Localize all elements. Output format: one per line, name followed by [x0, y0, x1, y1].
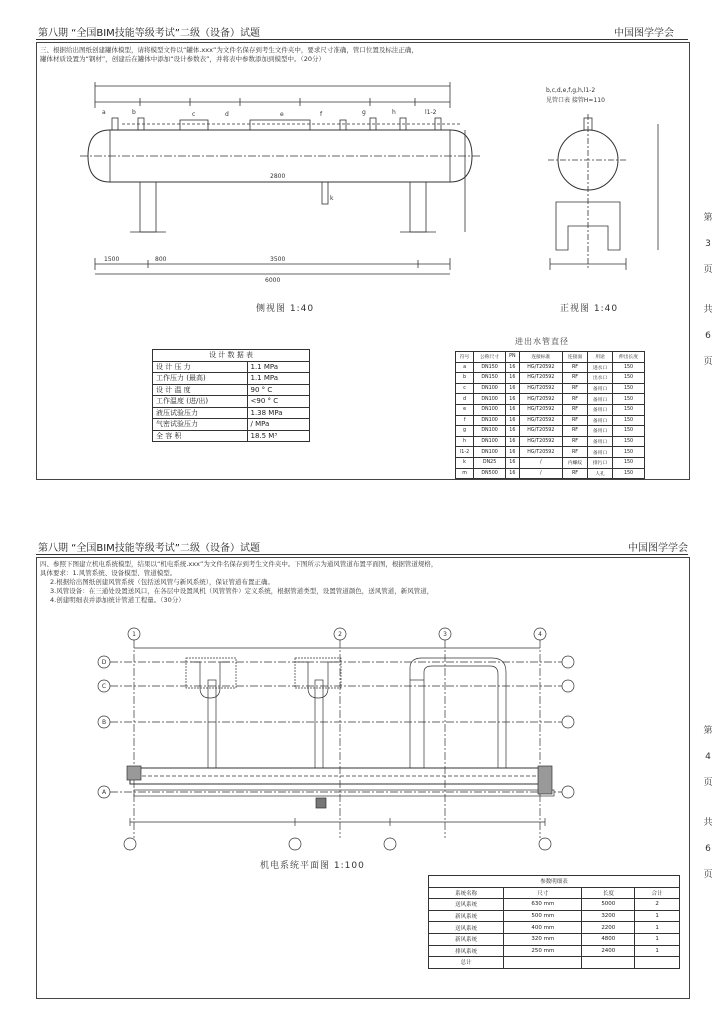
table-header-cell: 伸出长度	[613, 352, 645, 363]
grid-label: 1	[132, 631, 136, 638]
page1-header-rule	[36, 39, 688, 40]
nozzle-label: f	[320, 111, 323, 118]
table-cell: 150	[613, 447, 645, 458]
table-cell: HG/T20592	[519, 404, 562, 415]
page1-header-org: 中国图学学会	[614, 28, 674, 39]
design-data-table	[152, 349, 310, 442]
table-cell: 备用口	[588, 436, 613, 447]
table-cell: 18.5 M³	[247, 430, 310, 442]
table-row	[429, 922, 680, 934]
table-cell: HG/T20592	[519, 373, 562, 384]
page2-side-char: 4	[705, 752, 711, 762]
table-cell: 工作温度 (进/出)	[153, 396, 248, 408]
table-cell: RF	[563, 426, 588, 437]
table-header-cell: 尺寸	[504, 887, 582, 899]
table-cell: DN100	[474, 394, 506, 405]
table-cell: <90 ° C	[247, 396, 310, 408]
table-row	[153, 407, 310, 419]
table-cell: 液压试验压力	[153, 407, 248, 419]
table-row	[429, 899, 680, 911]
table-cell: RF	[563, 468, 588, 479]
table-cell: 备用口	[588, 415, 613, 426]
table-row	[456, 404, 645, 415]
table-cell: DN25	[474, 457, 506, 468]
design-table-title: 设 计 数 据 表	[153, 350, 310, 362]
table-cell: DN100	[474, 426, 506, 437]
table-cell: 16	[506, 457, 520, 468]
table-cell: 新风系统	[429, 910, 504, 922]
dimension-label: 3500	[270, 256, 286, 263]
table-cell: 设 计 压 力	[153, 361, 248, 373]
table-cell: 150	[613, 415, 645, 426]
table-cell: l1-2	[456, 447, 474, 458]
grid-label: 2	[338, 631, 342, 638]
table-cell: RF	[563, 362, 588, 373]
table-cell	[635, 957, 680, 969]
page1-side-char: 页	[703, 357, 713, 367]
page1-side-char: 第	[703, 213, 713, 223]
table-cell: 16	[506, 447, 520, 458]
table-cell: 1.1 MPa	[247, 373, 310, 385]
table-row	[456, 447, 645, 458]
table-cell: 150	[613, 426, 645, 437]
table-row	[153, 419, 310, 431]
grid-label: C	[101, 683, 107, 690]
table-cell: 3200	[582, 910, 635, 922]
nozzle-table	[455, 351, 645, 479]
table-cell: RF	[563, 394, 588, 405]
page2-question	[40, 560, 682, 605]
table-cell: 排污口	[588, 457, 613, 468]
page1-side-label	[703, 205, 713, 375]
table-cell: 1.1 MPa	[247, 361, 310, 373]
table-cell: 备用口	[588, 426, 613, 437]
page1-side-char: 6	[705, 331, 711, 341]
table-row	[456, 426, 645, 437]
table-cell: DN100	[474, 447, 506, 458]
table-cell: 备用口	[588, 404, 613, 415]
table-header-row	[456, 352, 645, 363]
table-cell: 16	[506, 383, 520, 394]
table-cell: 备用口	[588, 394, 613, 405]
table-cell	[504, 957, 582, 969]
table-cell: k	[456, 457, 474, 468]
table-cell: 4800	[582, 933, 635, 945]
table-cell: 16	[506, 404, 520, 415]
table-cell: 工作压力 (最高)	[153, 373, 248, 385]
dimension-label: 2800	[270, 173, 286, 180]
table-cell: RF	[563, 447, 588, 458]
page2-side-label	[703, 718, 713, 888]
table-row	[456, 468, 645, 479]
table-cell: h	[456, 436, 474, 447]
table-cell: 气密试验压力	[153, 419, 248, 431]
page1-side-char: 3	[705, 239, 711, 249]
table-row	[153, 430, 310, 442]
table-cell: DN100	[474, 404, 506, 415]
page2-question-line-5: 4.创建明细表并添加统计管道工程量。（30分）	[50, 596, 185, 604]
table-row	[456, 415, 645, 426]
table-cell: 出水口	[588, 373, 613, 384]
table-cell: 排风系统	[429, 945, 504, 957]
table-cell: m	[456, 468, 474, 479]
table-header-cell: 合计	[635, 887, 680, 899]
table-cell: 1.38 MPa	[247, 407, 310, 419]
grid-label: B	[101, 719, 107, 726]
table-cell: 进水口	[588, 362, 613, 373]
table-cell: RF	[563, 383, 588, 394]
table-row	[456, 457, 645, 468]
table-cell: 630 mm	[504, 899, 582, 911]
table-cell: 150	[613, 373, 645, 384]
page2-question-line-3: 2.根据给出图纸创建风管系统（包括送风管与新风系统），保证管道布置正确。	[50, 578, 274, 586]
table-cell: b	[456, 373, 474, 384]
page1-header-title: 第八期 “全国BIM技能等级考试”二级（设备）试题	[38, 28, 260, 39]
table-cell: 150	[613, 404, 645, 415]
table-row	[153, 396, 310, 408]
table-header-cell: 连接标准	[519, 352, 562, 363]
dimension-label: 800	[155, 256, 167, 263]
table-cell: HG/T20592	[519, 436, 562, 447]
page1-question-line-1: 三、根据给出图纸创建罐体模型，请将模型文件以“罐体.xxx”为文件名保存到考生文件夹中，要求尺寸准确，管口位置及标注正确，	[40, 46, 418, 54]
mep-plan-drawing	[90, 618, 595, 854]
table-row	[456, 394, 645, 405]
grid-label: D	[101, 659, 107, 666]
table-header-row	[429, 887, 680, 899]
table-cell: a	[456, 362, 474, 373]
table-cell: 400 mm	[504, 922, 582, 934]
table-cell: 新风系统	[429, 933, 504, 945]
tank-front-view-drawing	[40, 78, 500, 283]
table-cell: HG/T20592	[519, 415, 562, 426]
table-cell: 150	[613, 394, 645, 405]
table-header-cell: 长度	[582, 887, 635, 899]
table-cell: e	[456, 404, 474, 415]
page2-question-line-1: 四、参照下图建立机电系统模型，结果以“机电系统.xxx”为文件名保存到考生文件夹中。下图所示为通风管道布置平面图，根据管道规格，	[40, 560, 438, 568]
nozzle-label: c	[192, 111, 196, 118]
table-cell: DN100	[474, 415, 506, 426]
front-view-title: 侧视图 1:40	[256, 304, 315, 314]
table-cell: 2	[635, 899, 680, 911]
table-cell: 全 容 积	[153, 430, 248, 442]
table-cell: 16	[506, 362, 520, 373]
table-header-cell: 符号	[456, 352, 474, 363]
table-cell: 2200	[582, 922, 635, 934]
page2-header-rule	[36, 554, 688, 555]
table-cell: 150	[613, 468, 645, 479]
page2-question-line-4: 3.风管设备：在三通处设置送风口，在各层中设置风机（风管管件）定义系统，根据管道类型，设置管道颜色，送风管道，新风管道，	[50, 587, 434, 595]
table-row	[153, 373, 310, 385]
page2-side-char: 共	[703, 818, 713, 828]
table-cell: RF	[563, 436, 588, 447]
table-cell: /	[519, 468, 562, 479]
table-header-cell: 连接面	[563, 352, 588, 363]
table-cell: 人孔	[588, 468, 613, 479]
page2-side-char: 6	[705, 844, 711, 854]
nozzle-table-title: 进出水管直径	[515, 337, 569, 346]
table-cell: c	[456, 383, 474, 394]
nozzle-label: e	[280, 111, 284, 118]
table-cell: 16	[506, 415, 520, 426]
grid-label: 3	[443, 631, 447, 638]
page1-question	[40, 46, 680, 64]
grid-label: 4	[538, 631, 542, 638]
table-cell	[582, 957, 635, 969]
table-cell: 1	[635, 910, 680, 922]
table-row	[456, 383, 645, 394]
table-cell: 1	[635, 922, 680, 934]
table-cell: DN100	[474, 383, 506, 394]
table-cell: 320 mm	[504, 933, 582, 945]
table-cell: 150	[613, 383, 645, 394]
nozzle-label: a	[102, 109, 106, 116]
table-cell: 1	[635, 945, 680, 957]
table-cell: 送风系统	[429, 899, 504, 911]
page2-side-char: 页	[703, 778, 713, 788]
side-view-note: b,c,d,e,f,g,h,l1-2	[546, 87, 596, 94]
table-cell: 500 mm	[504, 910, 582, 922]
table-row	[456, 436, 645, 447]
nozzle-label: k	[330, 195, 334, 202]
table-cell: RF	[563, 373, 588, 384]
table-cell: 16	[506, 394, 520, 405]
nozzle-label: b	[132, 109, 136, 116]
page2-header-org: 中国图学学会	[628, 543, 688, 554]
table-row	[153, 361, 310, 373]
table-cell: 150	[613, 436, 645, 447]
page1-side-char: 页	[703, 265, 713, 275]
nozzle-label: l1-2	[425, 109, 437, 116]
nozzle-label: d	[225, 111, 229, 118]
table-cell: 送风系统	[429, 922, 504, 934]
dimension-label: 1500	[104, 256, 120, 263]
table-header-cell: PN	[506, 352, 520, 363]
table-cell: HG/T20592	[519, 383, 562, 394]
table-cell: 16	[506, 436, 520, 447]
table-cell: 总计	[429, 957, 504, 969]
page2-header-title: 第八期 “全国BIM技能等级考试”二级（设备）试题	[38, 543, 260, 554]
side-view-title: 正视图 1:40	[560, 304, 619, 314]
tank-side-view-drawing	[528, 78, 678, 283]
table-cell: DN500	[474, 468, 506, 479]
table-cell: RF	[563, 404, 588, 415]
table-header-cell: 公称尺寸	[474, 352, 506, 363]
table-cell: / MPa	[247, 419, 310, 431]
grid-label: A	[101, 789, 107, 796]
nozzle-label: g	[362, 109, 366, 116]
table-cell: 5000	[582, 899, 635, 911]
table-cell: HG/T20592	[519, 447, 562, 458]
table-cell: HG/T20592	[519, 394, 562, 405]
table-cell: 内螺纹	[563, 457, 588, 468]
dimension-label: 6000	[265, 277, 281, 283]
table-cell: 设 计 温 度	[153, 384, 248, 396]
table-row	[429, 945, 680, 957]
table-cell: 备用口	[588, 447, 613, 458]
plan-title: 机电系统平面图 1:100	[260, 861, 365, 871]
table-cell: 备用口	[588, 383, 613, 394]
page2-side-char: 页	[703, 870, 713, 880]
table-header-cell: 系统名称	[429, 887, 504, 899]
table-row	[429, 957, 680, 969]
table-cell: 150	[613, 457, 645, 468]
table-cell: 250 mm	[504, 945, 582, 957]
table-cell: DN150	[474, 362, 506, 373]
table-cell: DN100	[474, 436, 506, 447]
table-cell: 16	[506, 468, 520, 479]
side-view-note: 见管口表 接管H=110	[546, 97, 605, 104]
table-row	[456, 373, 645, 384]
table-cell: 150	[613, 362, 645, 373]
page2-side-char: 第	[703, 726, 713, 736]
table-row	[429, 910, 680, 922]
table-cell: HG/T20592	[519, 362, 562, 373]
table-cell: f	[456, 415, 474, 426]
table-row	[456, 362, 645, 373]
page1-side-char: 共	[703, 305, 713, 315]
table-row	[429, 933, 680, 945]
table-header-cell: 用途	[588, 352, 613, 363]
table-cell: d	[456, 394, 474, 405]
material-table-title: 参数明细表	[429, 876, 680, 888]
material-table	[428, 875, 680, 969]
table-cell: 16	[506, 426, 520, 437]
table-row	[153, 384, 310, 396]
table-cell: 2400	[582, 945, 635, 957]
page1-question-line-2: 罐体材质设置为“钢材”，创建后在罐体中添加“设计参数表”，并将表中参数添加到模型中。（20分）	[40, 55, 325, 63]
table-cell: 1	[635, 933, 680, 945]
table-cell: RF	[563, 415, 588, 426]
nozzle-label: h	[392, 109, 396, 116]
table-cell: /	[519, 457, 562, 468]
table-cell: 90 ° C	[247, 384, 310, 396]
table-cell: DN150	[474, 373, 506, 384]
table-cell: g	[456, 426, 474, 437]
page2-question-line-2: 具体要求：1.风管系统、设备模型、管道模型。	[40, 569, 177, 577]
table-cell: 16	[506, 373, 520, 384]
table-cell: HG/T20592	[519, 426, 562, 437]
